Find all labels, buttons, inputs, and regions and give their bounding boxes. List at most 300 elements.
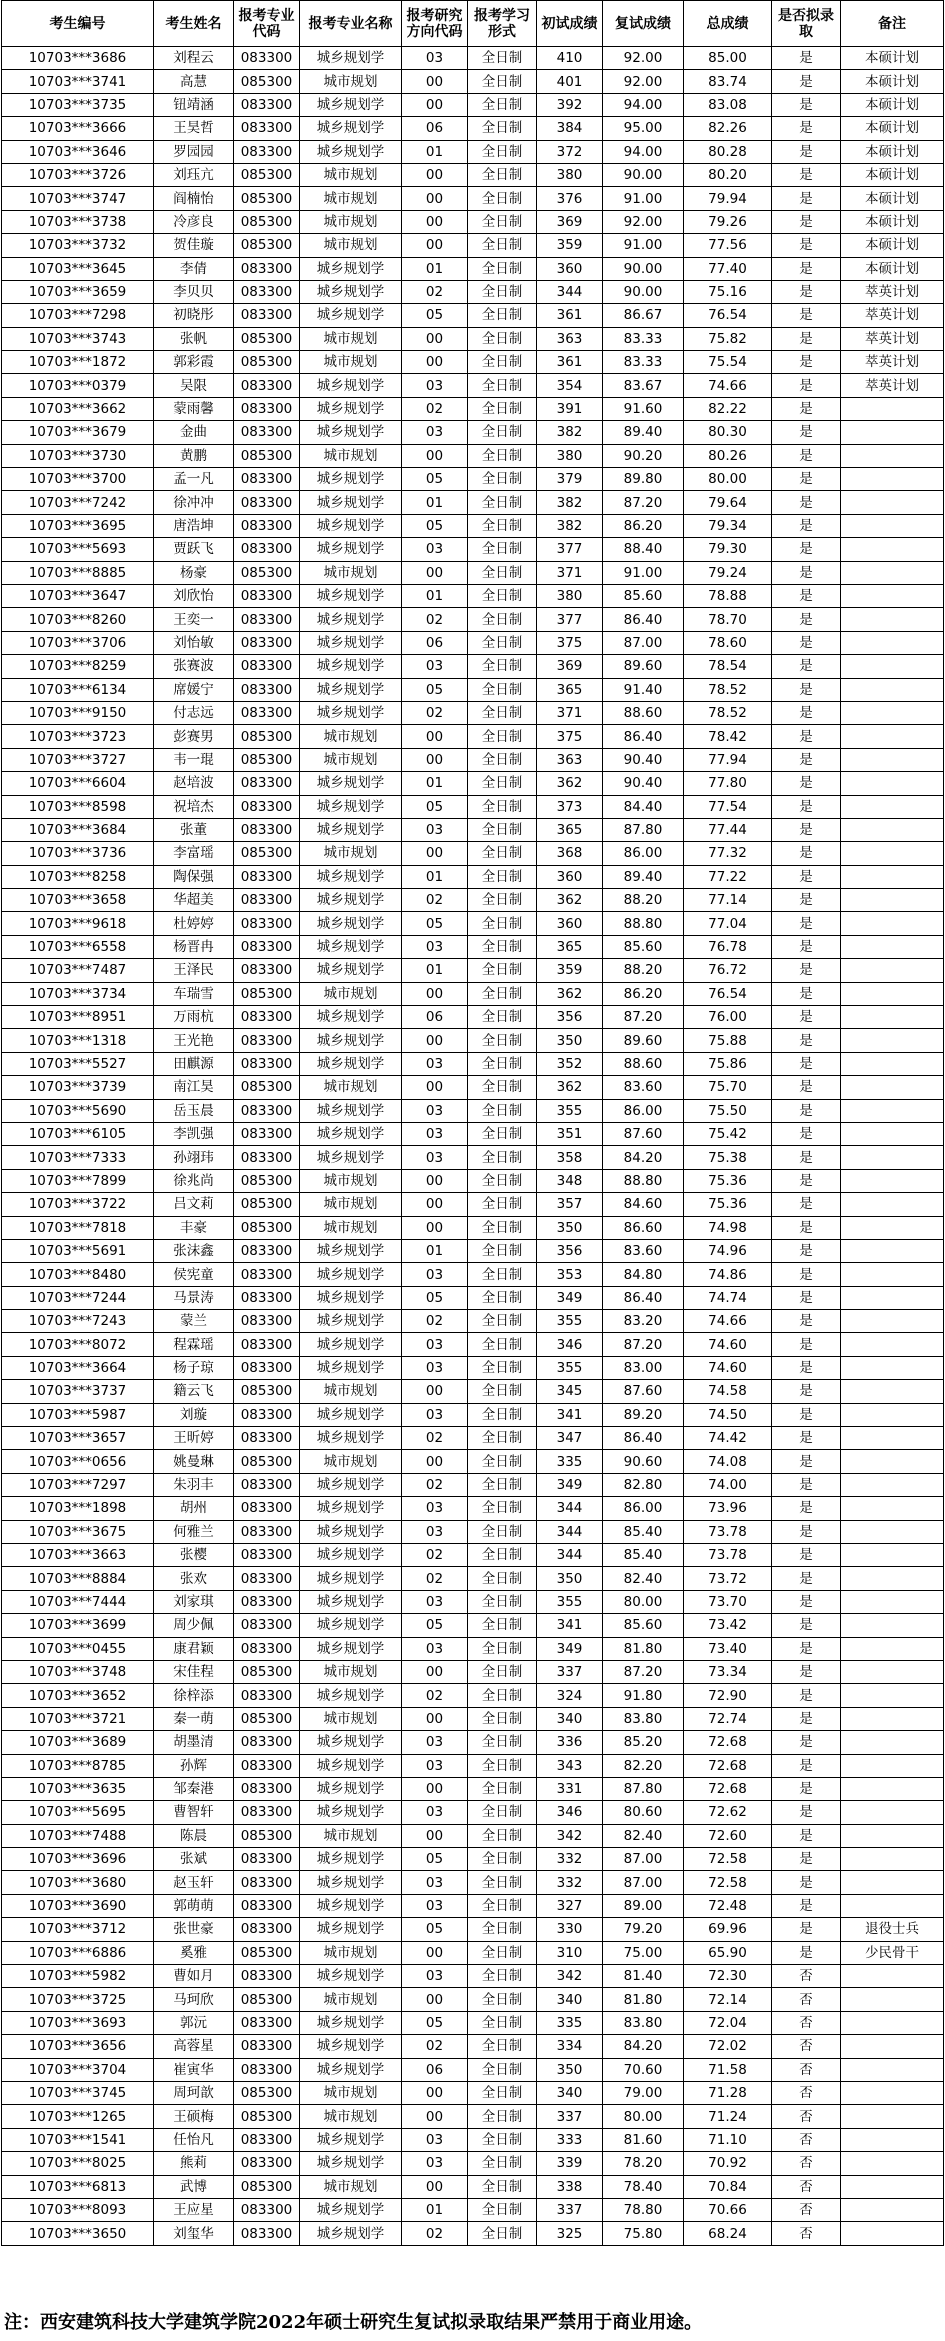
col-total-score-cell: 82.26	[684, 117, 772, 140]
table-row	[2, 1450, 944, 1473]
col-name-cell: 刘璇	[154, 1403, 234, 1426]
col-admitted-cell: 是	[772, 468, 841, 491]
col-major-code-cell: 085300	[234, 1988, 300, 2011]
col-total-score-cell: 77.94	[684, 748, 772, 771]
col-prelim-score-cell: 345	[537, 1380, 603, 1403]
col-retest-score-cell: 95.00	[603, 117, 684, 140]
col-prelim-score-cell: 355	[537, 1310, 603, 1333]
col-candidate-id-cell: 10703***8093	[2, 2198, 154, 2221]
col-admitted-cell: 是	[772, 1052, 841, 1075]
col-prelim-score-cell: 369	[537, 655, 603, 678]
col-name-cell: 华超美	[154, 889, 234, 912]
col-candidate-id-cell: 10703***6604	[2, 772, 154, 795]
col-retest-score-cell: 85.40	[603, 1520, 684, 1543]
col-name-cell: 张沫鑫	[154, 1239, 234, 1262]
col-retest-score-cell: 90.60	[603, 1450, 684, 1473]
col-name-cell: 胡墨清	[154, 1731, 234, 1754]
col-prelim-score-cell: 341	[537, 1403, 603, 1426]
table-row	[2, 280, 944, 303]
table-row	[2, 2128, 944, 2151]
col-prelim-score-cell: 350	[537, 2058, 603, 2081]
col-study-mode-cell: 全日制	[468, 140, 537, 163]
col-major-code-cell: 083300	[234, 280, 300, 303]
col-total-score-cell: 77.80	[684, 772, 772, 795]
col-direction-code-cell: 02	[402, 2222, 468, 2245]
col-remark-cell	[841, 1169, 944, 1192]
table-row	[2, 1286, 944, 1309]
col-major-code-cell: 083300	[234, 2058, 300, 2081]
col-total-score-cell: 73.34	[684, 1660, 772, 1683]
col-candidate-id-cell: 10703***8598	[2, 795, 154, 818]
col-candidate-id-cell: 10703***3712	[2, 1918, 154, 1941]
col-major-name-cell: 城市规划	[300, 2081, 402, 2104]
table-row	[2, 982, 944, 1005]
col-total-score-cell: 77.56	[684, 234, 772, 257]
col-retest-score-cell: 86.40	[603, 608, 684, 631]
col-admitted-cell: 是	[772, 1076, 841, 1099]
col-direction-code-cell: 00	[402, 1193, 468, 1216]
col-admitted-cell: 是	[772, 491, 841, 514]
col-name-cell: 刘玺华	[154, 2222, 234, 2245]
header-col-study-mode: 报考学习形式	[468, 1, 537, 47]
col-major-code-cell: 083300	[234, 678, 300, 701]
col-study-mode-cell: 全日制	[468, 2035, 537, 2058]
col-name-cell: 刘珏亢	[154, 163, 234, 186]
col-direction-code-cell: 05	[402, 795, 468, 818]
col-total-score-cell: 71.28	[684, 2081, 772, 2104]
col-admitted-cell: 是	[772, 1941, 841, 1964]
col-direction-code-cell: 02	[402, 1684, 468, 1707]
col-prelim-score-cell: 361	[537, 351, 603, 374]
col-remark-cell	[841, 561, 944, 584]
col-study-mode-cell: 全日制	[468, 1660, 537, 1683]
col-major-code-cell: 083300	[234, 1754, 300, 1777]
col-candidate-id-cell: 10703***6105	[2, 1122, 154, 1145]
col-remark-cell	[841, 935, 944, 958]
col-study-mode-cell: 全日制	[468, 1286, 537, 1309]
col-major-name-cell: 城市规划	[300, 327, 402, 350]
table-row	[2, 1006, 944, 1029]
col-study-mode-cell: 全日制	[468, 187, 537, 210]
col-major-name-cell: 城乡规划学	[300, 584, 402, 607]
col-remark-cell	[841, 1637, 944, 1660]
col-retest-score-cell: 82.40	[603, 1567, 684, 1590]
table-row	[2, 1076, 944, 1099]
table-row	[2, 2081, 944, 2104]
col-major-name-cell: 城乡规划学	[300, 631, 402, 654]
col-remark-cell	[841, 1965, 944, 1988]
col-study-mode-cell: 全日制	[468, 1965, 537, 1988]
col-study-mode-cell: 全日制	[468, 1497, 537, 1520]
col-retest-score-cell: 80.00	[603, 1590, 684, 1613]
table-row	[2, 351, 944, 374]
col-name-cell: 康君颖	[154, 1637, 234, 1660]
col-major-name-cell: 城市规划	[300, 1193, 402, 1216]
col-candidate-id-cell: 10703***7899	[2, 1169, 154, 1192]
col-total-score-cell: 78.52	[684, 701, 772, 724]
col-direction-code-cell: 03	[402, 47, 468, 70]
col-major-code-cell: 083300	[234, 1006, 300, 1029]
table-row	[2, 1544, 944, 1567]
col-study-mode-cell: 全日制	[468, 1310, 537, 1333]
col-candidate-id-cell: 10703***3722	[2, 1193, 154, 1216]
col-admitted-cell: 是	[772, 397, 841, 420]
col-total-score-cell: 83.08	[684, 93, 772, 116]
col-major-name-cell: 城市规划	[300, 842, 402, 865]
col-retest-score-cell: 84.60	[603, 1193, 684, 1216]
col-major-code-cell: 083300	[234, 701, 300, 724]
col-major-code-cell: 083300	[234, 468, 300, 491]
col-total-score-cell: 72.68	[684, 1731, 772, 1754]
col-candidate-id-cell: 10703***3646	[2, 140, 154, 163]
col-study-mode-cell: 全日制	[468, 725, 537, 748]
col-study-mode-cell: 全日制	[468, 818, 537, 841]
col-major-code-cell: 083300	[234, 2152, 300, 2175]
col-prelim-score-cell: 362	[537, 772, 603, 795]
col-retest-score-cell: 92.00	[603, 70, 684, 93]
col-major-name-cell: 城乡规划学	[300, 117, 402, 140]
col-retest-score-cell: 87.80	[603, 1777, 684, 1800]
col-prelim-score-cell: 332	[537, 1848, 603, 1871]
col-candidate-id-cell: 10703***8260	[2, 608, 154, 631]
col-candidate-id-cell: 10703***3695	[2, 514, 154, 537]
table-row	[2, 1193, 944, 1216]
col-admitted-cell: 是	[772, 1707, 841, 1730]
col-admitted-cell: 是	[772, 234, 841, 257]
header-col-remark: 备注	[841, 1, 944, 47]
col-admitted-cell: 是	[772, 1310, 841, 1333]
col-direction-code-cell: 03	[402, 1333, 468, 1356]
table-row	[2, 1684, 944, 1707]
col-major-name-cell: 城乡规划学	[300, 538, 402, 561]
col-admitted-cell: 是	[772, 842, 841, 865]
col-direction-code-cell: 03	[402, 1965, 468, 1988]
col-major-code-cell: 083300	[234, 2035, 300, 2058]
col-candidate-id-cell: 10703***1541	[2, 2128, 154, 2151]
col-retest-score-cell: 86.00	[603, 1497, 684, 1520]
col-major-name-cell: 城乡规划学	[300, 2058, 402, 2081]
col-remark-cell	[841, 1614, 944, 1637]
col-study-mode-cell: 全日制	[468, 1684, 537, 1707]
col-total-score-cell: 78.52	[684, 678, 772, 701]
col-candidate-id-cell: 10703***3723	[2, 725, 154, 748]
col-study-mode-cell: 全日制	[468, 1707, 537, 1730]
col-prelim-score-cell: 365	[537, 678, 603, 701]
col-major-code-cell: 083300	[234, 1684, 300, 1707]
col-name-cell: 周珂歆	[154, 2081, 234, 2104]
col-candidate-id-cell: 10703***5691	[2, 1239, 154, 1262]
table-row	[2, 1590, 944, 1613]
col-total-score-cell: 72.58	[684, 1848, 772, 1871]
col-name-cell: 张欢	[154, 1567, 234, 1590]
col-total-score-cell: 74.66	[684, 374, 772, 397]
table-row	[2, 2222, 944, 2245]
col-admitted-cell: 否	[772, 2058, 841, 2081]
col-direction-code-cell: 03	[402, 1497, 468, 1520]
col-total-score-cell: 73.70	[684, 1590, 772, 1613]
col-name-cell: 张世豪	[154, 1918, 234, 1941]
col-prelim-score-cell: 379	[537, 468, 603, 491]
col-remark-cell	[841, 2128, 944, 2151]
col-admitted-cell: 是	[772, 1567, 841, 1590]
col-remark-cell	[841, 1731, 944, 1754]
col-prelim-score-cell: 354	[537, 374, 603, 397]
col-candidate-id-cell: 10703***3732	[2, 234, 154, 257]
col-prelim-score-cell: 371	[537, 561, 603, 584]
col-major-name-cell: 城乡规划学	[300, 1614, 402, 1637]
col-prelim-score-cell: 337	[537, 1660, 603, 1683]
col-name-cell: 张斌	[154, 1848, 234, 1871]
col-name-cell: 蒙兰	[154, 1310, 234, 1333]
col-major-code-cell: 085300	[234, 210, 300, 233]
col-direction-code-cell: 03	[402, 1801, 468, 1824]
col-remark-cell	[841, 2175, 944, 2198]
col-admitted-cell: 是	[772, 163, 841, 186]
col-candidate-id-cell: 10703***8785	[2, 1754, 154, 1777]
col-direction-code-cell: 00	[402, 748, 468, 771]
col-prelim-score-cell: 363	[537, 327, 603, 350]
table-row	[2, 1216, 944, 1239]
col-remark-cell	[841, 2152, 944, 2175]
col-name-cell: 丰豪	[154, 1216, 234, 1239]
col-major-code-cell: 085300	[234, 2175, 300, 2198]
col-direction-code-cell: 05	[402, 912, 468, 935]
col-candidate-id-cell: 10703***5982	[2, 1965, 154, 1988]
col-remark-cell	[841, 1216, 944, 1239]
col-study-mode-cell: 全日制	[468, 280, 537, 303]
col-total-score-cell: 70.92	[684, 2152, 772, 2175]
table-row	[2, 1520, 944, 1543]
col-admitted-cell: 否	[772, 2105, 841, 2128]
col-candidate-id-cell: 10703***7818	[2, 1216, 154, 1239]
col-remark-cell	[841, 2035, 944, 2058]
col-total-score-cell: 76.72	[684, 959, 772, 982]
col-candidate-id-cell: 10703***3659	[2, 280, 154, 303]
table-row	[2, 818, 944, 841]
col-total-score-cell: 72.68	[684, 1754, 772, 1777]
col-total-score-cell: 72.68	[684, 1777, 772, 1800]
table-row	[2, 748, 944, 771]
col-major-code-cell: 083300	[234, 959, 300, 982]
col-prelim-score-cell: 340	[537, 2081, 603, 2104]
table-row	[2, 912, 944, 935]
col-remark-cell	[841, 1684, 944, 1707]
col-major-name-cell: 城乡规划学	[300, 1848, 402, 1871]
col-candidate-id-cell: 10703***3666	[2, 117, 154, 140]
col-retest-score-cell: 91.00	[603, 187, 684, 210]
col-total-score-cell: 78.88	[684, 584, 772, 607]
col-major-name-cell: 城乡规划学	[300, 1544, 402, 1567]
col-candidate-id-cell: 10703***3675	[2, 1520, 154, 1543]
col-study-mode-cell: 全日制	[468, 1777, 537, 1800]
col-total-score-cell: 72.58	[684, 1871, 772, 1894]
col-major-code-cell: 083300	[234, 795, 300, 818]
col-prelim-score-cell: 362	[537, 889, 603, 912]
col-major-name-cell: 城乡规划学	[300, 1146, 402, 1169]
table-row	[2, 2152, 944, 2175]
table-row	[2, 1122, 944, 1145]
col-remark-cell	[841, 1497, 944, 1520]
col-candidate-id-cell: 10703***3743	[2, 327, 154, 350]
col-major-code-cell: 083300	[234, 1473, 300, 1496]
col-remark-cell	[841, 1333, 944, 1356]
col-total-score-cell: 74.98	[684, 1216, 772, 1239]
col-admitted-cell: 是	[772, 1473, 841, 1496]
col-major-name-cell: 城乡规划学	[300, 2152, 402, 2175]
col-remark-cell	[841, 982, 944, 1005]
table-row	[2, 1707, 944, 1730]
col-major-code-cell: 083300	[234, 584, 300, 607]
col-direction-code-cell: 02	[402, 1544, 468, 1567]
col-study-mode-cell: 全日制	[468, 772, 537, 795]
col-study-mode-cell: 全日制	[468, 351, 537, 374]
col-prelim-score-cell: 382	[537, 514, 603, 537]
col-major-name-cell: 城乡规划学	[300, 795, 402, 818]
col-study-mode-cell: 全日制	[468, 561, 537, 584]
table-row	[2, 561, 944, 584]
col-major-code-cell: 085300	[234, 1707, 300, 1730]
col-major-code-cell: 083300	[234, 1965, 300, 1988]
table-row	[2, 935, 944, 958]
col-major-name-cell: 城市规划	[300, 1941, 402, 1964]
col-major-code-cell: 083300	[234, 421, 300, 444]
col-candidate-id-cell: 10703***3727	[2, 748, 154, 771]
table-row	[2, 1146, 944, 1169]
col-name-cell: 李倩	[154, 257, 234, 280]
col-name-cell: 高慧	[154, 70, 234, 93]
col-study-mode-cell: 全日制	[468, 1754, 537, 1777]
col-major-code-cell: 083300	[234, 1239, 300, 1262]
col-remark-cell: 本硕计划	[841, 140, 944, 163]
col-major-code-cell: 085300	[234, 982, 300, 1005]
col-total-score-cell: 80.00	[684, 468, 772, 491]
col-retest-score-cell: 89.00	[603, 1894, 684, 1917]
col-remark-cell	[841, 1660, 944, 1683]
col-name-cell: 阎楠怡	[154, 187, 234, 210]
col-prelim-score-cell: 368	[537, 842, 603, 865]
table-row	[2, 2198, 944, 2221]
col-total-score-cell: 80.30	[684, 421, 772, 444]
col-major-code-cell: 083300	[234, 1052, 300, 1075]
col-major-name-cell: 城乡规划学	[300, 1497, 402, 1520]
col-retest-score-cell: 90.00	[603, 280, 684, 303]
table-row	[2, 772, 944, 795]
table-row	[2, 117, 944, 140]
col-major-name-cell: 城乡规划学	[300, 280, 402, 303]
col-study-mode-cell: 全日制	[468, 1824, 537, 1847]
col-remark-cell	[841, 514, 944, 537]
col-candidate-id-cell: 10703***1265	[2, 2105, 154, 2128]
col-remark-cell	[841, 1707, 944, 1730]
col-prelim-score-cell: 384	[537, 117, 603, 140]
col-admitted-cell: 是	[772, 1356, 841, 1379]
col-remark-cell	[841, 1146, 944, 1169]
col-retest-score-cell: 79.00	[603, 2081, 684, 2104]
col-candidate-id-cell: 10703***3680	[2, 1871, 154, 1894]
col-major-name-cell: 城市规划	[300, 1450, 402, 1473]
col-remark-cell	[841, 538, 944, 561]
col-name-cell: 侯宪童	[154, 1263, 234, 1286]
col-retest-score-cell: 84.80	[603, 1263, 684, 1286]
col-major-name-cell: 城乡规划学	[300, 1918, 402, 1941]
col-name-cell: 徐梓添	[154, 1684, 234, 1707]
col-remark-cell	[841, 1871, 944, 1894]
col-admitted-cell: 是	[772, 1918, 841, 1941]
col-retest-score-cell: 84.20	[603, 2035, 684, 2058]
col-candidate-id-cell: 10703***3725	[2, 1988, 154, 2011]
col-direction-code-cell: 02	[402, 397, 468, 420]
col-study-mode-cell: 全日制	[468, 374, 537, 397]
col-major-name-cell: 城乡规划学	[300, 1801, 402, 1824]
col-total-score-cell: 78.70	[684, 608, 772, 631]
col-name-cell: 刘程云	[154, 47, 234, 70]
table-row	[2, 1310, 944, 1333]
col-total-score-cell: 72.60	[684, 1824, 772, 1847]
header-col-direction-code: 报考研究方向代码	[402, 1, 468, 47]
col-name-cell: 徐冲冲	[154, 491, 234, 514]
col-remark-cell: 萃英计划	[841, 304, 944, 327]
table-row	[2, 491, 944, 514]
col-name-cell: 奚雅	[154, 1941, 234, 1964]
col-total-score-cell: 73.40	[684, 1637, 772, 1660]
col-candidate-id-cell: 10703***5690	[2, 1099, 154, 1122]
col-study-mode-cell: 全日制	[468, 1216, 537, 1239]
table-row	[2, 2011, 944, 2034]
col-prelim-score-cell: 344	[537, 1520, 603, 1543]
col-admitted-cell: 是	[772, 280, 841, 303]
table-row	[2, 70, 944, 93]
col-admitted-cell: 是	[772, 1497, 841, 1520]
col-major-name-cell: 城市规划	[300, 561, 402, 584]
col-remark-cell	[841, 421, 944, 444]
col-candidate-id-cell: 10703***8025	[2, 2152, 154, 2175]
col-admitted-cell: 是	[772, 584, 841, 607]
col-direction-code-cell: 01	[402, 584, 468, 607]
col-remark-cell	[841, 2058, 944, 2081]
col-remark-cell: 本硕计划	[841, 93, 944, 116]
col-major-name-cell: 城市规划	[300, 1076, 402, 1099]
col-major-name-cell: 城乡规划学	[300, 2222, 402, 2245]
col-study-mode-cell: 全日制	[468, 1590, 537, 1613]
col-retest-score-cell: 86.00	[603, 1099, 684, 1122]
col-retest-score-cell: 87.00	[603, 1848, 684, 1871]
col-major-code-cell: 085300	[234, 842, 300, 865]
col-major-name-cell: 城乡规划学	[300, 2128, 402, 2151]
col-prelim-score-cell: 327	[537, 1894, 603, 1917]
col-remark-cell	[841, 1380, 944, 1403]
col-study-mode-cell: 全日制	[468, 1894, 537, 1917]
col-prelim-score-cell: 331	[537, 1777, 603, 1800]
col-study-mode-cell: 全日制	[468, 1988, 537, 2011]
col-retest-score-cell: 85.60	[603, 584, 684, 607]
col-prelim-score-cell: 350	[537, 1029, 603, 1052]
col-study-mode-cell: 全日制	[468, 327, 537, 350]
header-col-retest-score: 复试成绩	[603, 1, 684, 47]
col-study-mode-cell: 全日制	[468, 47, 537, 70]
col-direction-code-cell: 01	[402, 1239, 468, 1262]
col-remark-cell: 本硕计划	[841, 234, 944, 257]
col-study-mode-cell: 全日制	[468, 584, 537, 607]
col-admitted-cell: 是	[772, 1122, 841, 1145]
col-prelim-score-cell: 355	[537, 1099, 603, 1122]
col-remark-cell	[841, 397, 944, 420]
col-prelim-score-cell: 333	[537, 2128, 603, 2151]
table-row	[2, 655, 944, 678]
col-major-code-cell: 085300	[234, 70, 300, 93]
col-name-cell: 武博	[154, 2175, 234, 2198]
col-retest-score-cell: 75.00	[603, 1941, 684, 1964]
table-row	[2, 584, 944, 607]
